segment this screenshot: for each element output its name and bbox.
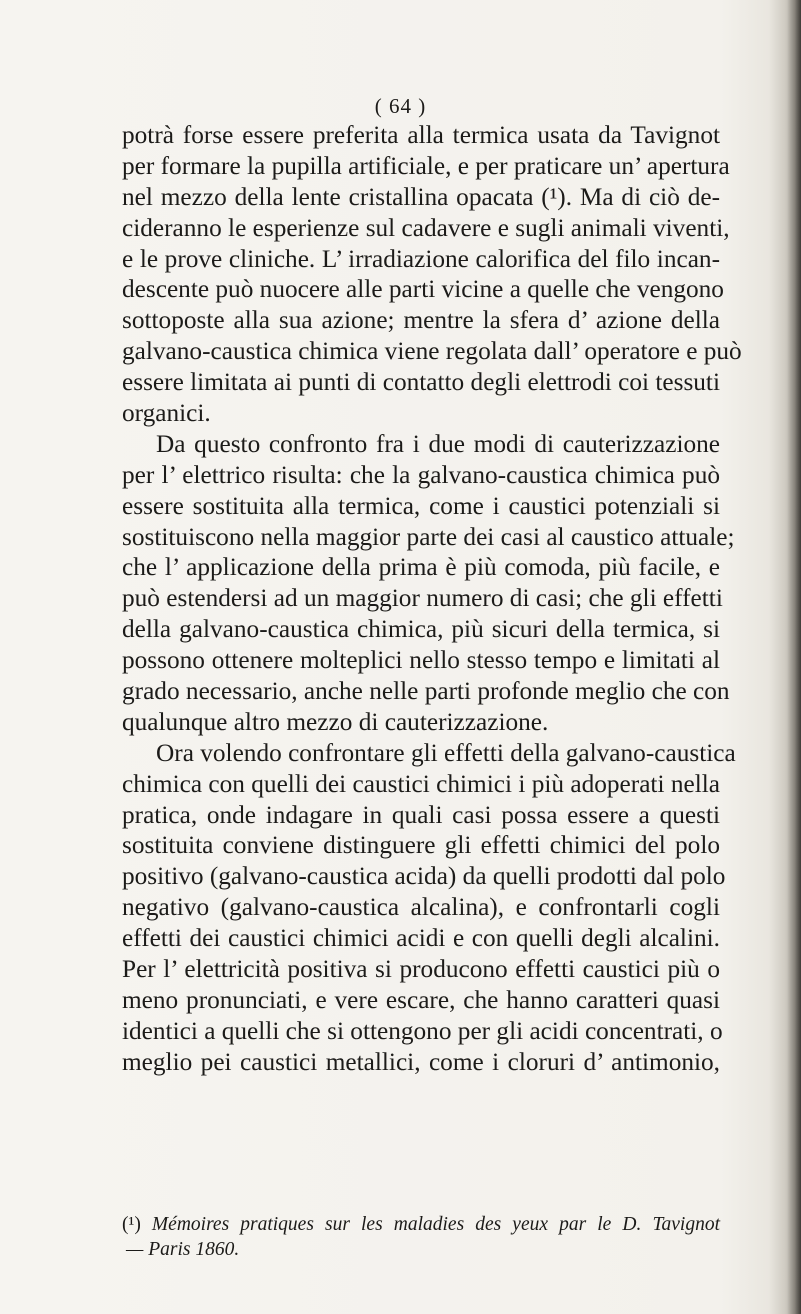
text-line: possono ottenere molteplici nello stesso tempo e limitati al <box>122 646 720 675</box>
footnote <box>122 1212 720 1262</box>
text-line: organici. <box>122 399 211 428</box>
text-line: che l’ applicazione della prima è più comoda, più facile, e <box>122 553 720 582</box>
text-line: meno pronunciati, e vere escare, che hanno caratteri quasi <box>122 985 720 1014</box>
text-line: Da questo confronto fra i due modi di cauterizzazione <box>156 429 720 458</box>
text-line: cideranno le esperienze sul cadavere e sugli animali viventi, <box>122 213 730 242</box>
text-line: qualunque altro mezzo di cauterizzazione. <box>122 707 549 736</box>
text-line: per formare la pupilla artificiale, e per praticare un’ apertura <box>122 151 730 180</box>
page-number: ( 64 ) <box>374 94 427 118</box>
text-line: Ora volendo confrontare gli effetti della galvano-caustica <box>156 738 736 767</box>
text-line: della galvano-caustica chimica, più sicuri della termica, si <box>122 615 720 644</box>
text-line: può estendersi ad un maggior numero di casi; che gli effetti <box>122 584 723 613</box>
text-line: effetti dei caustici chimici acidi e con quelli degli alcalini. <box>122 924 720 953</box>
text-line: nel mezzo della lente cristallina opacata (¹). Ma di ciò de- <box>122 182 720 211</box>
text-line: descente può nuocere alle parti vicine a quelle che vengono <box>122 275 724 304</box>
text-line: e le prove cliniche. L’ irradiazione calorifica del filo incan- <box>122 244 720 273</box>
footnote-citation: Mémoires pratiques sur les maladies des yeux par le D. Tavignot <box>151 1214 720 1235</box>
text-line: identici a quelli che si ottengono per gli acidi concentrati, o <box>122 1016 723 1045</box>
text-line: galvano-caustica chimica viene regolata dall’ operatore e può <box>122 337 742 366</box>
footnote-marker: (¹) <box>122 1214 141 1235</box>
footnote-line <box>122 1237 720 1262</box>
text-line: meglio pei caustici metallici, come i cloruri d’ antimonio, <box>122 1047 720 1076</box>
text-line: chimica con quelli dei caustici chimici i più adoperati nella <box>122 769 720 798</box>
text-line: per l’ elettrico risulta: che la galvano-caustica chimica può <box>122 460 720 489</box>
text-line: sottoposte alla sua azione; mentre la sfera d’ azione della <box>122 306 720 335</box>
footnote-place-date: — Paris 1860. <box>126 1239 240 1260</box>
text-line: potrà forse essere preferita alla termica usata da Tavignot <box>122 121 720 149</box>
text-line: Per l’ elettricità positiva si producono effetti caustici più o <box>122 955 720 984</box>
text-line: sostituita conviene distinguere gli effetti chimici del polo <box>122 831 720 860</box>
text-line: sostituiscono nella maggior parte dei casi al caustico attuale; <box>122 522 735 551</box>
text-line: essere sostituita alla termica, come i caustici potenziali si <box>122 491 720 520</box>
text-line: grado necessario, anche nelle parti profonde meglio che con <box>122 677 730 706</box>
text-line: pratica, onde indagare in quali casi possa essere a questi <box>122 800 720 829</box>
page-edge-shadow <box>787 0 801 1314</box>
footnote-line <box>122 1212 720 1237</box>
text-line: positivo (galvano-caustica acida) da quelli prodotti dal polo <box>122 862 726 891</box>
text-line: negativo (galvano-caustica alcalina), e confrontarli cogli <box>122 893 720 922</box>
body-text <box>122 120 742 1078</box>
text-line: essere limitata ai punti di contatto degli elettrodi coi tessuti <box>122 368 720 397</box>
